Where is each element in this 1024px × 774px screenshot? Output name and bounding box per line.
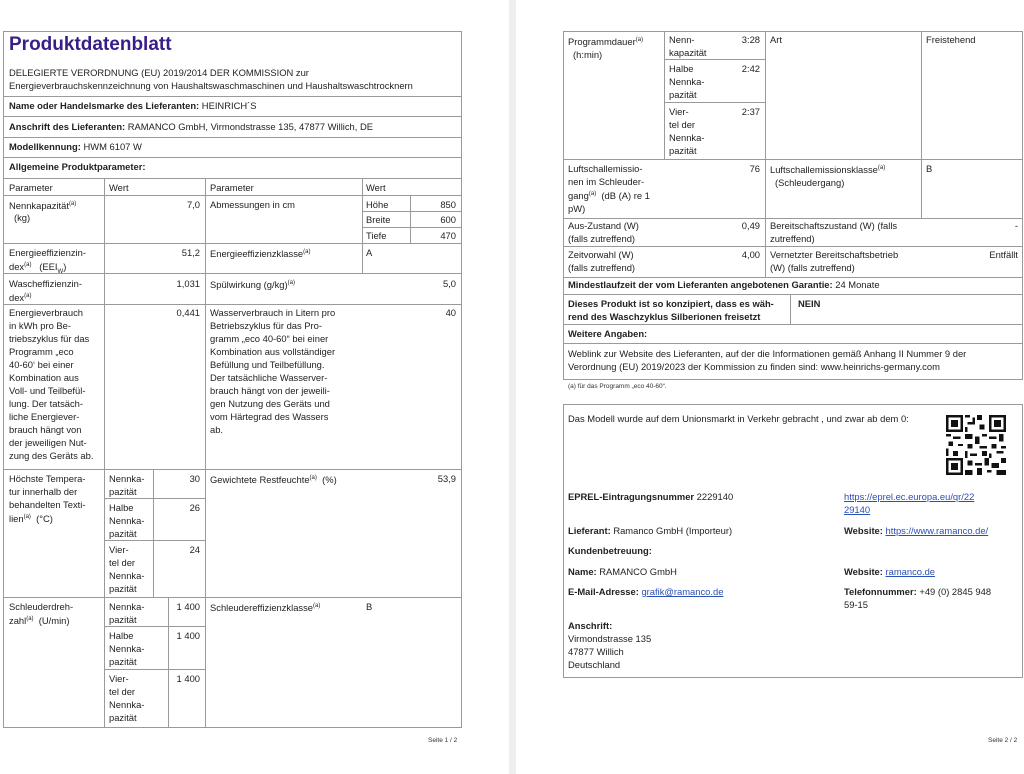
dimensions-label: Abmessungen in cm <box>210 199 295 210</box>
spin-quarter-label: Vier- tel der Nennka- pazität <box>109 673 145 723</box>
water-value: 40 <box>445 307 456 318</box>
rinse-value: 5,0 <box>442 278 456 289</box>
eec-label: Energieeffizienzklasse$^{(a)}$ <box>210 248 311 260</box>
temp-quarter-label: Vier- tel der Nennka- pazität <box>109 544 145 594</box>
service-name-label: Name: <box>568 566 597 577</box>
website-row <box>844 524 988 537</box>
temp-half-value: 26 <box>189 502 200 513</box>
network-standby-value: Entfällt <box>989 249 1018 260</box>
phone-row <box>844 585 991 611</box>
supplier-value: Ramanco GmbH (Importeur) <box>613 525 733 536</box>
supplier-address-value: RAMANCO GmbH, Virmondstrasse 135, 47877 Willich, DE <box>127 121 374 132</box>
eprel-row <box>568 490 733 503</box>
regulation-line-1: DELEGIERTE VERORDNUNG (EU) 2019/2014 DER KOMMISSION zur <box>9 67 309 78</box>
silver-ions-text: Dieses Produkt ist so konzipiert, dass es wäh- rend des Waschzyklus Silberionen freisetzt <box>568 298 774 322</box>
temp-half-label: Halbe Nennka- pazität <box>109 502 145 539</box>
service-name-value: RAMANCO GmbH <box>599 566 677 577</box>
eprel-value: 2229140 <box>696 491 734 502</box>
width-label: Breite <box>366 214 391 225</box>
service-website-row <box>844 565 935 578</box>
duration-quarter-label: Vier- tel der Nennka- pazität <box>669 106 705 156</box>
noise-class-label: Luftschallemissionsklasse$^{(a)}$ (Schleudergang) <box>770 164 886 189</box>
standby-label: Bereitschaftszustand (W) (falls zutreffend) <box>770 220 898 244</box>
duration-label: Programmdauer$^{(a)}$ (h:min) <box>568 36 644 61</box>
moisture-label: Gewichtete Restfeuchte$^{(a)}$ (%) <box>210 474 337 486</box>
footnote: (a) für das Programm „eco 40-60“. <box>568 383 667 390</box>
eprel-label: EPREL-Eintragungsnummer <box>568 491 695 502</box>
height-value: 850 <box>440 199 456 210</box>
guarantee-label: Mindestlaufzeit der vom Lieferanten angebotenen Garantie: <box>568 279 833 290</box>
general-params-label: Allgemeine Produktparameter: <box>9 161 146 172</box>
eei-value: 51,2 <box>181 247 200 258</box>
address-lines: Virmondstrasse 135 47877 Willich Deutschland <box>568 633 652 670</box>
eei-label: Energieeffizienzin- <box>9 247 86 258</box>
qr-code-icon <box>946 415 1006 475</box>
wei-label: Wascheffizienzin- <box>9 278 82 289</box>
capacity-unit: (kg) <box>14 212 31 223</box>
supplier-address-label: Anschrift des Lieferanten: <box>9 121 126 132</box>
temp-quarter-value: 24 <box>189 544 200 555</box>
service-name-row <box>568 565 677 578</box>
phone-value-2: 59-15 <box>844 599 868 610</box>
rinse-label: Spülwirkung $(g/kg)^{(a)}$ <box>210 279 295 291</box>
market-text: Das Modell wurde auf dem Unionsmarkt in Verkehr gebracht , und zwar ab dem 0: <box>568 413 909 424</box>
website-link[interactable]: https://www.ramanco.de/ <box>885 525 989 536</box>
type-label: Art <box>770 34 782 45</box>
page-number-2: Seite 2 / 2 <box>988 737 1018 744</box>
noise-text: Luftschallemissio- nen im Schleuder- gang$^{(a)}$ (dB (A) re 1 pW) <box>568 163 650 215</box>
supplier-name-label: Name oder Handelsmarke des Lieferanten: <box>9 100 200 111</box>
energy-value: 0,441 <box>176 307 200 318</box>
website-label: Website: <box>844 525 883 536</box>
delay-label: Zeitvorwahl (W) (falls zutreffend) <box>568 249 636 273</box>
energy-text: Energieverbrauch in kWh pro Be- triebszyklus für das Programm „eco 40-60‘ bei einer Kombination aus Voll- und Teilbefül- lung. Der tatsäch- liche Energiever- brauch hängt von der jeweiligen Nut- zung des Geräts ab. <box>9 307 94 461</box>
duration-quarter-value: 2:37 <box>741 106 760 117</box>
moisture-value: 53,9 <box>437 473 456 484</box>
phone-label: Telefonnummer: <box>844 586 917 597</box>
depth-value: 470 <box>440 230 456 241</box>
water-text: Wasserverbrauch in Litern pro Betriebszyklus für das Pro- gramm „eco 40-60“ bei einer Kombination aus vollständiger Befüllung und Teilbefüllung. Der tatsächliche Wasserver- brauch hängt von der jeweili- gen Nutzung des Geräts und vom Härtegrad des Wassers ab. <box>210 307 336 435</box>
standby-value: - <box>1014 220 1018 231</box>
temp-rated-value: 30 <box>189 473 200 484</box>
depth-label: Tiefe <box>366 230 387 241</box>
capacity-value: 7,0 <box>186 199 200 210</box>
off-label: Aus-Zustand (W) (falls zutreffend) <box>568 220 639 244</box>
model-label: Modellkennung: <box>9 141 81 152</box>
temp-text: Höchste Tempera- tur innerhalb der behandelten Texti- lien$^{(a)}$ (°C) <box>9 473 86 525</box>
off-value: 0,49 <box>741 220 760 231</box>
type-value: Freistehend <box>926 34 976 45</box>
page-2 <box>516 0 1024 774</box>
model-row <box>9 140 142 153</box>
col-header-param: Parameter <box>9 182 53 193</box>
guarantee-row <box>568 278 880 291</box>
spin-rated-value: 1 400 <box>176 601 200 612</box>
eprel-link[interactable]: https://eprel.ec.europa.eu/qr/22 29140 <box>844 491 975 515</box>
wei-label-2: dex$^{(a)}$ <box>9 292 32 304</box>
spin-half-value: 1 400 <box>176 630 200 641</box>
spin-half-label: Halbe Nennka- pazität <box>109 630 145 667</box>
width-value: 600 <box>440 214 456 225</box>
regulation-line-2: Energieverbrauchskennzeichnung von Haushaltswaschmaschinen und Haushaltswaschtrocknern <box>9 80 413 91</box>
further-info-label: Weitere Angaben: <box>568 328 648 339</box>
document-title: Produktdatenblatt <box>9 34 172 55</box>
duration-rated-label: Nenn- kapazität <box>669 34 707 58</box>
page-number-1: Seite 1 / 2 <box>428 737 458 744</box>
service-website-link[interactable]: ramanco.de <box>885 566 936 577</box>
supplier-name-value: HEINRICH´S <box>201 100 257 111</box>
duration-rated-value: 3:28 <box>741 34 760 45</box>
service-website-label: Website: <box>844 566 883 577</box>
supplier-name-row <box>9 99 257 112</box>
delay-value: 4,00 <box>741 249 760 260</box>
wei-value: 1,031 <box>176 278 200 289</box>
eec-value: A <box>366 247 373 258</box>
guarantee-value: 24 Monate <box>835 279 880 290</box>
duration-half-label: Halbe Nennka- pazität <box>669 63 705 100</box>
page-gutter <box>509 0 516 774</box>
col-header-param-2: Parameter <box>210 182 254 193</box>
noise-class-value: B <box>926 163 933 174</box>
spin-rated-label: Nennka- pazität <box>109 601 145 625</box>
supplier-row <box>568 524 732 537</box>
noise-value: 76 <box>749 163 760 174</box>
model-value: HWM 6107 W <box>83 141 142 152</box>
duration-half-value: 2:42 <box>741 63 760 74</box>
height-label: Höhe <box>366 199 389 210</box>
spin-class-value: B <box>366 601 373 612</box>
spin-class-label: Schleudereffizienzklasse$^{(a)}$ <box>210 602 321 614</box>
weblink-text: Weblink zur Website des Lieferanten, auf der die Informationen gemäß Anhang II Nummer 9 der Verordnung (EU) 2019/2023 der Kommission zu finden sind: www.heinrichs-germany.com <box>568 348 967 372</box>
col-header-value-2: Wert <box>366 182 386 193</box>
email-link[interactable]: grafik@ramanco.de <box>641 586 724 597</box>
supplier-label: Lieferant: <box>568 525 611 536</box>
col-header-value: Wert <box>109 182 129 193</box>
network-standby-label: Vernetzter Bereitschaftsbetrieb (W) (falls zutreffend) <box>770 249 899 273</box>
customer-service-label: Kundenbetreuung: <box>568 545 652 556</box>
supplier-address-row <box>9 120 373 133</box>
capacity-label: Nennkapazität$^{(a)}$ <box>9 200 77 212</box>
temp-rated-label: Nennka- pazität <box>109 473 145 497</box>
email-label: E-Mail-Adresse: <box>568 586 639 597</box>
spin-text: Schleuderdreh- zahl$^{(a)}$ (U/min) <box>9 601 74 627</box>
email-row <box>568 585 723 598</box>
phone-value: +49 (0) 2845 948 <box>919 586 992 597</box>
spin-quarter-value: 1 400 <box>176 673 200 684</box>
address-label: Anschrift: <box>568 620 613 631</box>
silver-ions-value: NEIN <box>798 298 821 309</box>
eei-label-2: dex$^{(a)}$ $(EEI_W)$ <box>9 261 67 275</box>
page-1 <box>0 0 509 774</box>
